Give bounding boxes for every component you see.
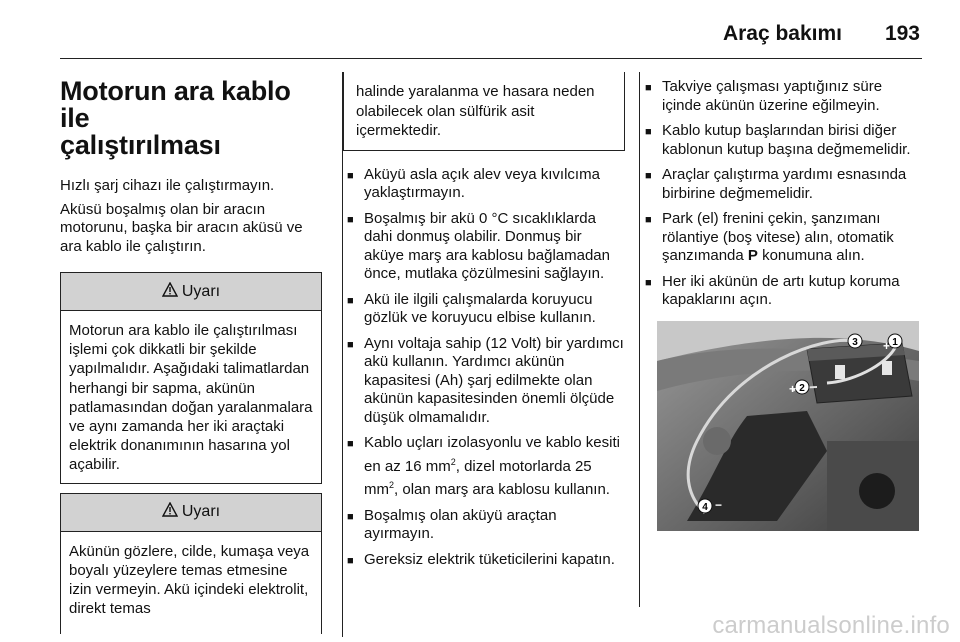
plus-sign: + — [883, 339, 891, 353]
plus-sign: + — [789, 382, 797, 396]
column-2 — [343, 72, 625, 576]
list-item: ■ Gereksiz elektrik tüketicilerini kapatın. — [347, 550, 615, 568]
list-item: ■ Akü ile ilgili çalışmalarda koruyucu gözlük ve koruyucu elbise kullanın. — [347, 290, 596, 326]
list-item: ■ Aküyü asla açık alev veya kıvılcıma yaklaştırmayın. — [347, 165, 600, 201]
header-divider — [60, 58, 922, 59]
jump-start-illustration — [657, 321, 919, 531]
callout-1: 1 — [892, 337, 898, 348]
column-divider-2 — [639, 72, 640, 607]
callout-4: 4 — [702, 502, 708, 513]
intro-paragraph-2: Aküsü boşalmış olan bir aracın motorunu, başka bir aracın aküsü ve ara kablo ile çalıştırın. — [60, 200, 303, 255]
list-item: ■ Boşalmış bir akü 0 °C sıcaklıklarda dahi donmuş olabilir. Donmuş bir aküye marş ara kablosu bağlamadan önce, mutlaka çözülmesini sağlayın. — [347, 209, 610, 282]
precautions-list — [343, 166, 625, 570]
list-item: ■ Aynı voltaja sahip (12 Volt) bir yardımcı akü kullanın. Yardımcı akünün kapasitesi (Ah) şarj edilmekte olan akünün kapasitesinden önemli ölçüde düşük olmamalıdır. — [347, 334, 624, 426]
warning-text: Akünün gözlere, cilde, kumaşa veya boyalı yüzeylere temas etmesine izin vermeyin. Akü içindeki elektrolit, direkt temas — [69, 542, 310, 618]
warning-triangle-icon — [162, 282, 178, 302]
minus-sign: − — [715, 498, 723, 512]
column-3 — [641, 78, 922, 317]
list-item: ■ Kablo uçları izolasyonlu ve kablo kesiti en az 16 $mm^2$, dizel motorlarda 25 $mm^2$, olan marş ara kablosu kullanın. — [347, 434, 620, 498]
warning-box-2 — [60, 493, 322, 635]
warning-continuation-box: halinde yaralanma ve hasara neden olabilecek olan sülfürik asit içermektedir. — [343, 72, 625, 151]
warning-header — [61, 494, 321, 532]
precautions-list-continued — [641, 78, 922, 310]
warning-box-1 — [60, 272, 322, 484]
warning-title: Uyarı — [181, 503, 221, 521]
list-item: ■ Kablo kutup başlarından birisi diğer kablonun kutup başına değmemelidir. — [645, 122, 911, 158]
section-title: Araç bakımı — [722, 22, 842, 45]
callout-2: 2 — [799, 383, 805, 394]
list-item: ■ Her iki akünün de artı kutup koruma kapaklarını açın. — [645, 272, 900, 308]
list-item: ■ Boşalmış olan aküyü araçtan ayırmayın. — [347, 506, 557, 542]
page-number: 193 — [884, 22, 920, 45]
list-item: ■ Takviye çalışması yaptığınız süre içinde akünün üzerine eğilmeyin. — [645, 78, 883, 114]
callout-3: 3 — [852, 337, 858, 348]
main-heading: Motorun ara kablo ile çalıştırılması — [60, 76, 291, 160]
list-item: ■ Araçlar çalıştırma yardımı esnasında birbirine değmemelidir. — [645, 166, 907, 202]
list-item: ■ Park (el) frenini çekin, şanzımanı rölantiye (boş vitese) alın, otomatik şanzımanda P konumuna alın. — [645, 210, 894, 264]
warning-text: Motorun ara kablo ile çalıştırılması işlemi çok dikkatli bir şekilde yapılmalıdır. Aşağıdaki talimatlardan herhangi bir sapma, akünün patlamasından doğan yaralanmalara ve aynı zamanda her iki araçtaki elektrik donanımının hasarına yol açabilir. — [69, 322, 313, 474]
intro-paragraph-1: Hızlı şarj cihazı ile çalıştırmayın. — [60, 177, 275, 194]
watermark: carmanualsonline.info — [712, 612, 950, 639]
warning-header — [61, 273, 321, 311]
column-1 — [60, 72, 322, 634]
page-header — [60, 0, 922, 58]
warning-title: Uyarı — [181, 282, 221, 300]
warning-triangle-icon — [162, 502, 178, 522]
